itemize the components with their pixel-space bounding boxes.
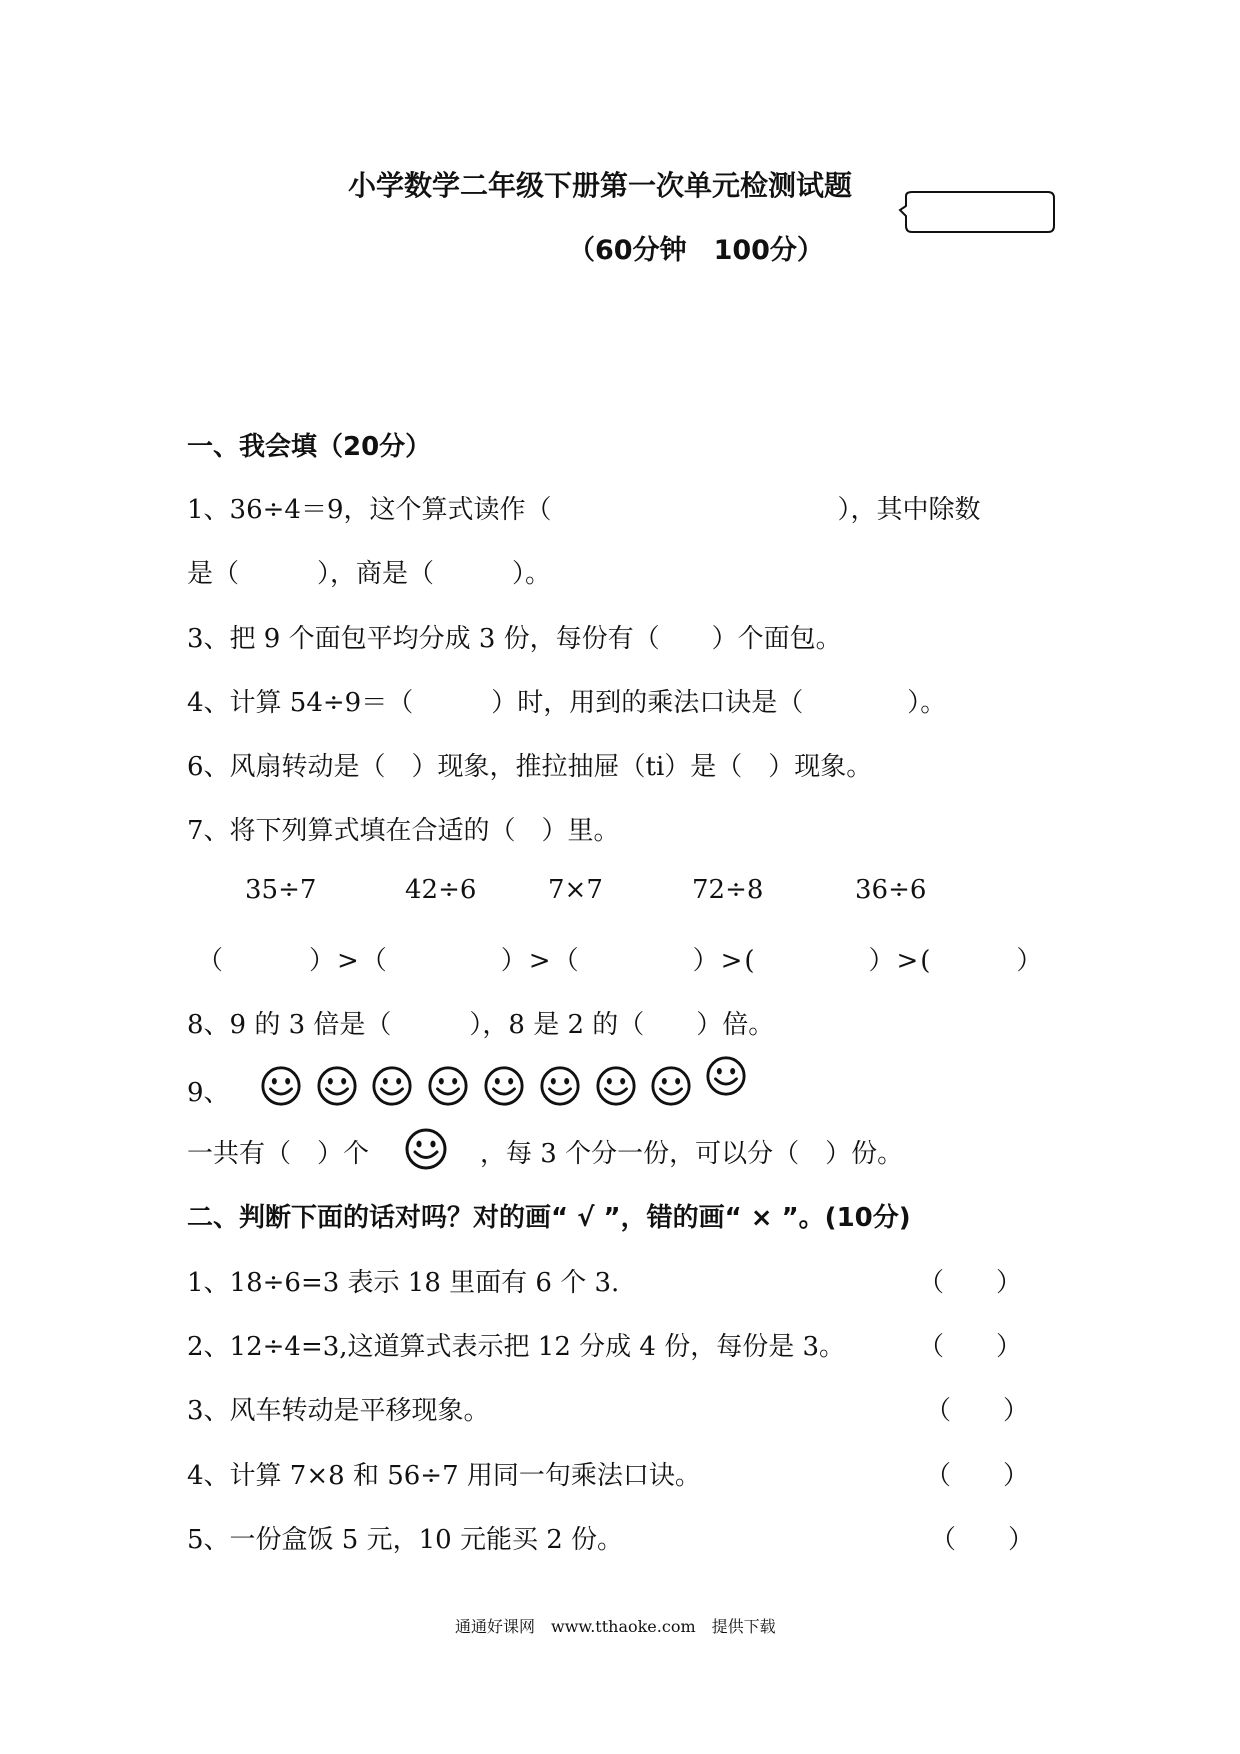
judge-item-4: 4、计算 7×8 和 56÷7 用同一句乘法口诀。 (187, 1461, 701, 1491)
section1-heading: 一、我会填（20分） (187, 432, 432, 462)
smiley-icon (316, 1065, 358, 1107)
page-title: 小学数学二年级下册第一次单元检测试题 (348, 169, 853, 202)
question-9-text-before: 一共有（ ）个 (187, 1139, 370, 1169)
question-8: 8、9 的 3 倍是（ ），8 是 2 的（ ）倍。 (187, 1010, 775, 1040)
q7-blanks: （ ）>（ ）>（ ）>( ）>( ） (197, 946, 1045, 976)
question-4: 4、计算 54÷9＝（ ）时，用到的乘法口诀是（ ）。 (187, 688, 947, 718)
smiley-icon (483, 1065, 525, 1107)
judge-answer-4[interactable]: （ ） (925, 1461, 1030, 1491)
footer-source: 通通好课网 www.tthaoke.com 提供下载 (455, 1617, 776, 1636)
q7-expression: 72÷8 (692, 875, 764, 905)
question-3: 3、把 9 个面包平均分成 3 份，每份有（ ）个面包。 (187, 624, 842, 654)
smiley-icon (404, 1127, 448, 1171)
question-9-text-after: ，每 3 个分一份，可以分（ ）份。 (480, 1139, 904, 1169)
smiley-icon (371, 1065, 413, 1107)
question-6: 6、风扇转动是（ ）现象，推拉抽屉（ti）是（ ）现象。 (187, 752, 873, 782)
question-1-line2: 是（ ），商是（ ）。 (187, 559, 552, 589)
judge-item-5: 5、一份盒饭 5 元，10 元能买 2 份。 (187, 1525, 624, 1555)
q7-expression: 42÷6 (405, 875, 477, 905)
judge-item-1: 1、18÷6=3 表示 18 里面有 6 个 3. (187, 1268, 620, 1298)
judge-answer-1[interactable]: （ ） (918, 1268, 1023, 1298)
question-7: 7、将下列算式填在合适的（ ）里。 (187, 816, 620, 846)
judge-answer-5[interactable]: （ ） (930, 1525, 1035, 1555)
smiley-icon (650, 1065, 692, 1107)
smiley-icon (595, 1065, 637, 1107)
judge-item-2: 2、12÷4=3,这道算式表示把 12 分成 4 份，每份是 3。 (187, 1332, 846, 1362)
page-subtitle: （60分钟 100分） (568, 235, 824, 266)
q7-expression: 35÷7 (245, 875, 317, 905)
smiley-icon (427, 1065, 469, 1107)
judge-answer-2[interactable]: （ ） (918, 1332, 1023, 1362)
q7-expression: 7×7 (548, 875, 603, 905)
judge-item-3: 3、风车转动是平移现象。 (187, 1396, 490, 1426)
section2-heading: 二、判断下面的话对吗？对的画“ √ ”，错的画“ × ”。(10分) (187, 1203, 911, 1233)
question-1-line1: 1、36÷4＝9，这个算式读作（ ），其中除数 (187, 495, 981, 525)
judge-answer-3[interactable]: （ ） (925, 1396, 1030, 1426)
q7-expression: 36÷6 (855, 875, 927, 905)
smiley-icon (539, 1065, 581, 1107)
score-box (898, 190, 1056, 234)
smiley-icon (260, 1065, 302, 1107)
question-9-label: 9、 (187, 1078, 230, 1108)
smiley-icon (705, 1055, 747, 1097)
